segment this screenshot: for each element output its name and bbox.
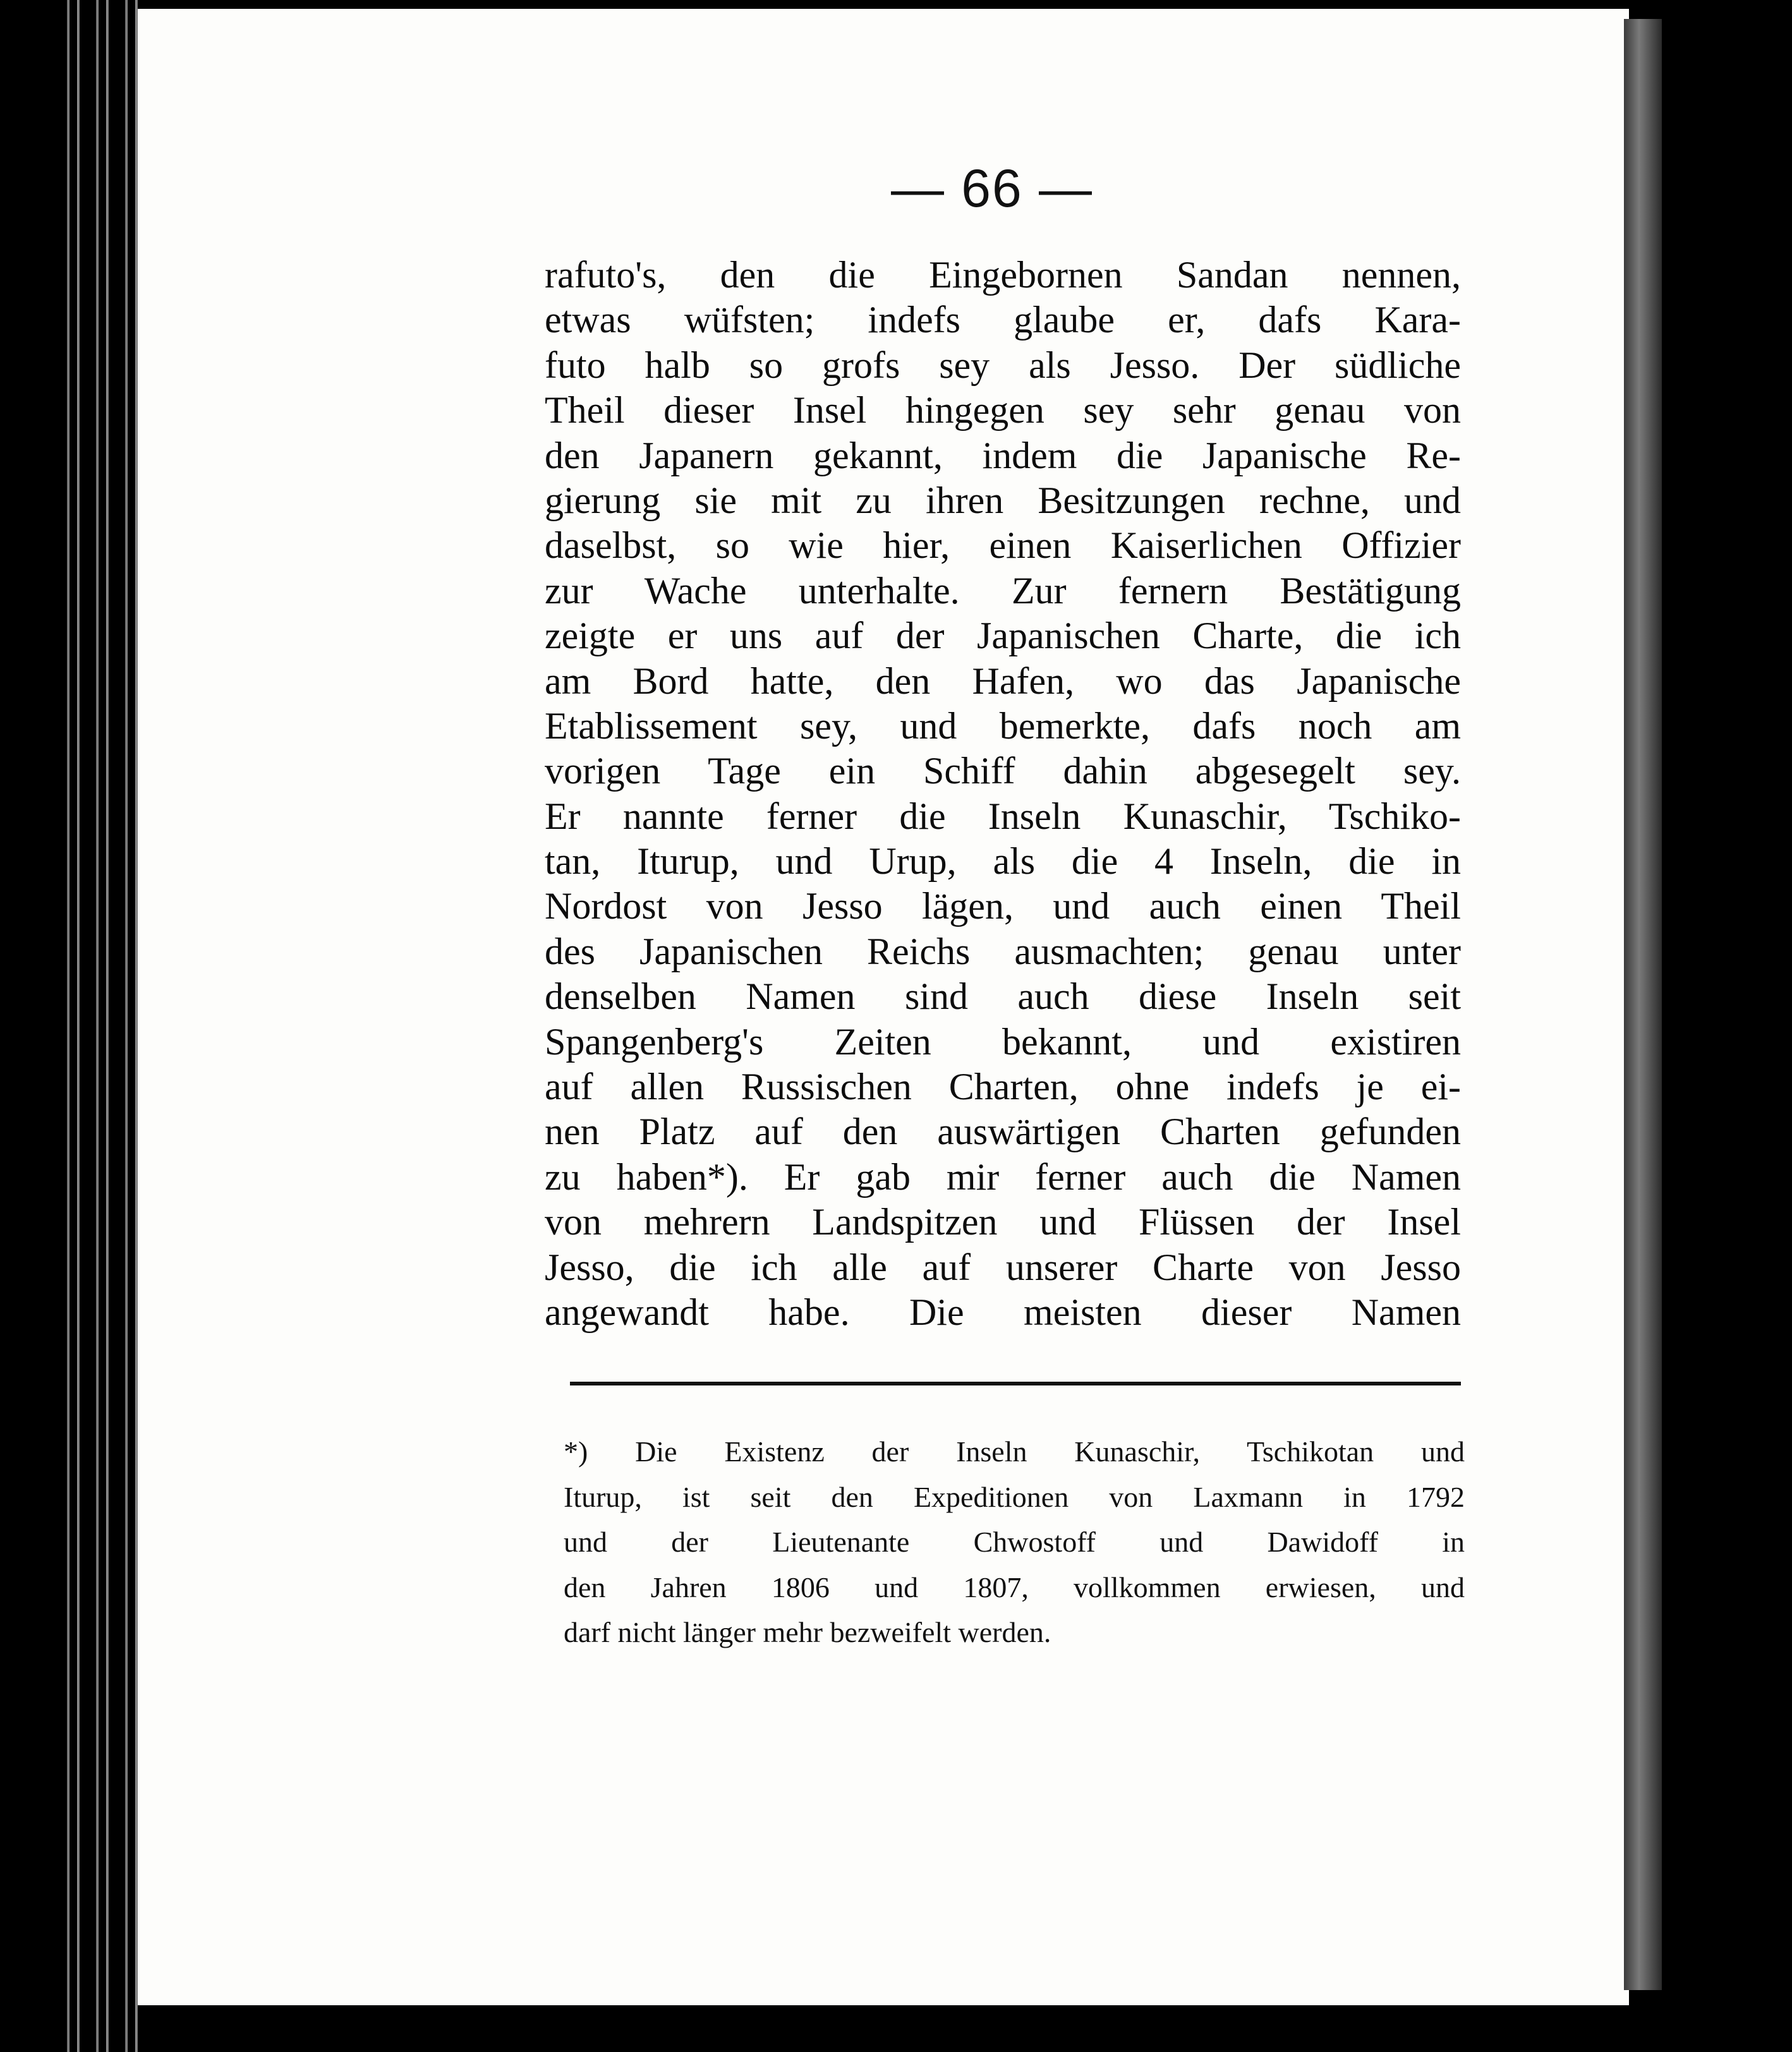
text-line: zur Wache unterhalte. Zur fernern Bestätigung (545, 569, 1461, 612)
text-line: etwas wüfsten; indefs glaube er, dafs Kara- (545, 299, 1461, 341)
text-line: angewandt habe. Die meisten dieser Namen (545, 1291, 1461, 1333)
footnote (564, 1429, 1465, 1655)
scan-border-right (1653, 0, 1792, 2052)
text-line: Er nannte ferner die Inseln Kunaschir, Tschiko- (545, 795, 1461, 837)
text-line: zeigte er uns auf der Japanischen Charte, die ich (545, 615, 1461, 657)
text-line: Spangenberg's Zeiten bekannt, und existiren (545, 1020, 1461, 1063)
text-line: vorigen Tage ein Schiff dahin abgesegelt sey. (545, 750, 1461, 792)
footnote-line: und der Lieutenante Chwostoff und Dawidoff in (564, 1526, 1465, 1558)
text-line: Jesso, die ich alle auf unserer Charte von Jesso (545, 1246, 1461, 1288)
text-line: Theil dieser Insel hingegen sey sehr genau von (545, 389, 1461, 432)
text-line: von mehrern Landspitzen und Flüssen der Insel (545, 1201, 1461, 1243)
footnote-separator (570, 1382, 1461, 1385)
text-line: futo halb so grofs sey als Jesso. Der südliche (545, 344, 1461, 386)
text-line: rafuto's, den die Eingebornen Sandan nennen, (545, 254, 1461, 296)
text-line: daselbst, so wie hier, einen Kaiserlichen Offizier (545, 524, 1461, 567)
text-line: den Japanern gekannt, indem die Japanische Re- (545, 434, 1461, 476)
text-line: nen Platz auf den auswärtigen Charten gefunden (545, 1111, 1461, 1153)
text-line: tan, Iturup, und Urup, als die 4 Inseln, die in (545, 840, 1461, 883)
text-line: gierung sie mit zu ihren Besitzungen rechne, und (545, 479, 1461, 521)
text-line: denselben Namen sind auch diese Inseln seit (545, 975, 1461, 1018)
text-line: auf allen Russischen Charten, ohne indefs je ei- (545, 1066, 1461, 1108)
text-line: des Japanischen Reichs ausmachten; genau unter (545, 930, 1461, 972)
footnote-line: *) Die Existenz der Inseln Kunaschir, Tschikotan und (564, 1435, 1465, 1468)
binding-shadow (1624, 19, 1662, 1990)
scan-border-left (0, 0, 57, 2052)
footnote-line: Iturup, ist seit den Expeditionen von Laxmann in 1792 (564, 1480, 1465, 1513)
text-line: Nordost von Jesso lägen, und auch einen Theil (545, 885, 1461, 927)
text-line: Etablissement sey, und bemerkte, dafs noch am (545, 704, 1461, 747)
text-line: zu haben*). Er gab mir ferner auch die Namen (545, 1156, 1461, 1198)
text-line: am Bord hatte, den Hafen, wo das Japanische (545, 660, 1461, 702)
footnote-line: den Jahren 1806 und 1807, vollkommen erwiesen, und (564, 1571, 1465, 1603)
main-text-block (545, 253, 1461, 1335)
page-number: — 66 — (890, 159, 1094, 218)
footnote-line: darf nicht länger mehr bezweifelt werden. (564, 1616, 1051, 1648)
